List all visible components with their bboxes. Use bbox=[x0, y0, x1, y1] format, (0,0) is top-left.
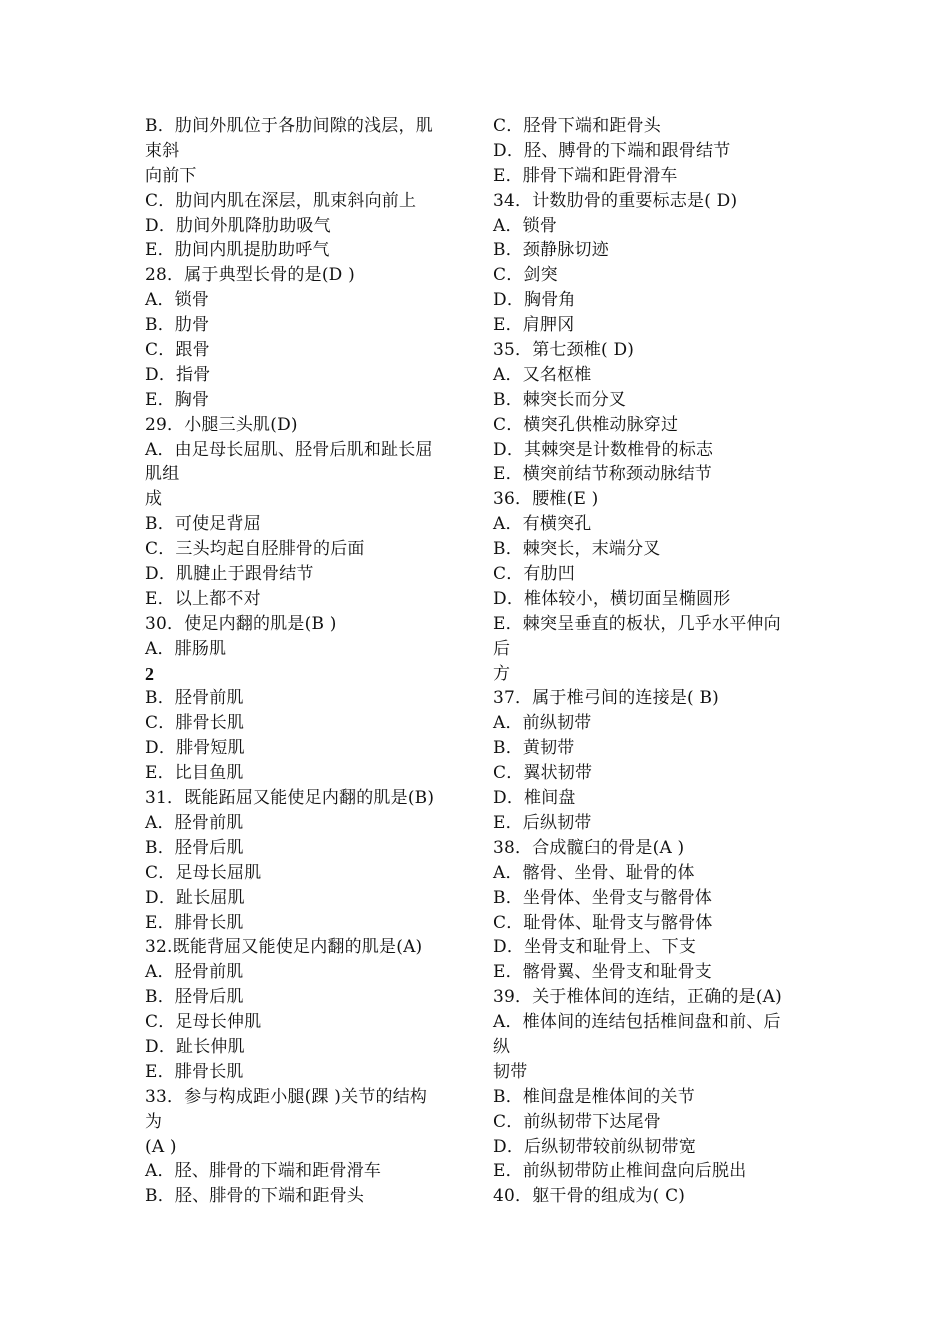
text-line: B．肋间外肌位于各肋间隙的浅层，肌 bbox=[145, 116, 433, 136]
text-line: C．肋间内肌在深层，肌束斜向前上 bbox=[145, 190, 417, 211]
text-line: 束斜 bbox=[145, 140, 180, 161]
question-stem: 40．躯干骨的组成为( C) bbox=[493, 1186, 686, 1207]
text-line: 韧带 bbox=[493, 1061, 528, 1082]
question-stem: 29．小腿三头肌(D) bbox=[145, 414, 298, 435]
text-line: E．后纵韧带 bbox=[493, 812, 592, 833]
text-line: D．坐骨支和耻骨上、下支 bbox=[493, 937, 697, 958]
text-line: B．肋骨 bbox=[145, 315, 210, 336]
text-line: E．前纵韧带防止椎间盘向后脱出 bbox=[493, 1161, 747, 1182]
text-line: E．以上都不对 bbox=[145, 588, 261, 609]
text-line: E．横突前结节称颈动脉结节 bbox=[493, 464, 713, 485]
right-column bbox=[493, 114, 823, 1209]
text-line: B．可使足背屈 bbox=[145, 514, 261, 535]
text-line: B．胫骨后肌 bbox=[145, 987, 244, 1008]
text-line: B．胫、腓骨的下端和距骨头 bbox=[145, 1186, 365, 1207]
text-line: C．剑突 bbox=[493, 265, 558, 286]
text-line: D．趾长屈肌 bbox=[145, 887, 245, 908]
text-line: A．锁骨 bbox=[493, 215, 558, 236]
text-line: C．耻骨体、耻骨支与髂骨体 bbox=[493, 912, 713, 933]
text-line: 肌组 bbox=[145, 464, 180, 485]
text-line: D．椎间盘 bbox=[493, 788, 576, 809]
text-line: E．髂骨翼、坐骨支和耻骨支 bbox=[493, 962, 713, 983]
text-line: A．胫骨前肌 bbox=[145, 962, 244, 983]
text-line: C．翼状韧带 bbox=[493, 763, 593, 784]
text-line: A．腓肠肌 bbox=[145, 638, 227, 659]
text-line: B．棘突长，末端分叉 bbox=[493, 539, 661, 560]
text-line: 成 bbox=[145, 489, 163, 510]
text-line: D．椎体较小，横切面呈椭圆形 bbox=[493, 588, 731, 609]
question-stem: 31．既能跖屈又能使足内翻的肌是(B) bbox=[145, 788, 435, 809]
text-line: C．三头均起自胫腓骨的后面 bbox=[145, 539, 365, 560]
text-line: E．腓骨长肌 bbox=[145, 1061, 244, 1082]
text-line: E．肩胛冈 bbox=[493, 315, 575, 336]
question-stem: 39．关于椎体间的连结，正确的是(A) bbox=[493, 987, 782, 1008]
text-line: A．髂骨、坐骨、耻骨的体 bbox=[493, 862, 695, 883]
page-number: 2 bbox=[145, 663, 155, 684]
text-line: C．横突孔供椎动脉穿过 bbox=[493, 414, 679, 435]
text-line: E．肋间内肌提肋助呼气 bbox=[145, 240, 330, 261]
question-stem: 33．参与构成距小腿(踝 )关节的结构 bbox=[145, 1086, 428, 1107]
text-line: C．有肋凹 bbox=[493, 564, 576, 585]
text-line: B．坐骨体、坐骨支与髂骨体 bbox=[493, 887, 713, 908]
question-stem: 34．计数肋骨的重要标志是( D) bbox=[493, 190, 738, 211]
text-line: B．黄韧带 bbox=[493, 738, 575, 759]
text-line: 纵 bbox=[493, 1036, 511, 1057]
question-stem: 37．属于椎弓间的连接是( B) bbox=[493, 688, 719, 709]
text-line: A．胫骨前肌 bbox=[145, 812, 244, 833]
text-line: B．棘突长而分叉 bbox=[493, 389, 627, 410]
left-column bbox=[145, 114, 470, 1209]
text-line: D．腓骨短肌 bbox=[145, 738, 245, 759]
text-line: A．有横突孔 bbox=[493, 514, 592, 535]
text-line: 为 bbox=[145, 1111, 163, 1132]
text-line: D．胸骨角 bbox=[493, 290, 576, 311]
text-line: D．肌腱止于跟骨结节 bbox=[145, 564, 314, 585]
text-line: C．前纵韧带下达尾骨 bbox=[493, 1111, 662, 1132]
question-stem: 35．第七颈椎( D) bbox=[493, 340, 635, 361]
text-line: E．腓骨下端和距骨滑车 bbox=[493, 165, 678, 186]
text-line: 方 bbox=[493, 663, 511, 684]
text-line: 后 bbox=[493, 638, 511, 659]
text-line: A．由足母长屈肌、胫骨后肌和趾长屈 bbox=[145, 439, 433, 460]
text-line: C．足母长伸肌 bbox=[145, 1012, 262, 1033]
text-line: A．又名枢椎 bbox=[493, 364, 592, 385]
text-line: A．前纵韧带 bbox=[493, 713, 592, 734]
text-line: D．其棘突是计数椎骨的标志 bbox=[493, 439, 714, 460]
question-stem: 38．合成髋臼的骨是(A ) bbox=[493, 837, 685, 858]
text-line: D．后纵韧带较前纵韧带宽 bbox=[493, 1136, 697, 1157]
text-line: B．胫骨后肌 bbox=[145, 837, 244, 858]
text-line: E．胸骨 bbox=[145, 389, 210, 410]
question-stem: 36．腰椎(E ) bbox=[493, 489, 599, 510]
text-line: C．胫骨下端和距骨头 bbox=[493, 116, 662, 136]
text-line: C．跟骨 bbox=[145, 340, 210, 361]
text-line: D．胫、膊骨的下端和跟骨结节 bbox=[493, 140, 731, 161]
text-line: D．肋间外肌降肋助吸气 bbox=[145, 215, 331, 236]
text-line: E．棘突呈垂直的板状，几乎水平伸向 bbox=[493, 613, 781, 634]
question-stem: 32.既能背屈又能使足内翻的肌是(A) bbox=[145, 937, 423, 958]
text-line: E．比目鱼肌 bbox=[145, 763, 244, 784]
text-line: B．椎间盘是椎体间的关节 bbox=[493, 1086, 695, 1107]
text-line: C．足母长屈肌 bbox=[145, 862, 262, 883]
text-line: A．胫、腓骨的下端和距骨滑车 bbox=[145, 1161, 382, 1182]
question-stem: 28．属于典型长骨的是(D ) bbox=[145, 265, 355, 286]
text-line: A．锁骨 bbox=[145, 290, 210, 311]
text-line: D．趾长伸肌 bbox=[145, 1036, 245, 1057]
text-line: C．腓骨长肌 bbox=[145, 713, 245, 734]
text-line: E．腓骨长肌 bbox=[145, 912, 244, 933]
text-line: (A ) bbox=[145, 1136, 177, 1157]
text-line: B．颈静脉切迹 bbox=[493, 240, 609, 261]
text-line: B．胫骨前肌 bbox=[145, 688, 244, 709]
text-line: 向前下 bbox=[145, 165, 197, 186]
text-line: A．椎体间的连结包括椎间盘和前、后 bbox=[493, 1012, 781, 1033]
text-line: D．指骨 bbox=[145, 364, 211, 385]
question-stem: 30．使足内翻的肌是(B ) bbox=[145, 613, 337, 634]
